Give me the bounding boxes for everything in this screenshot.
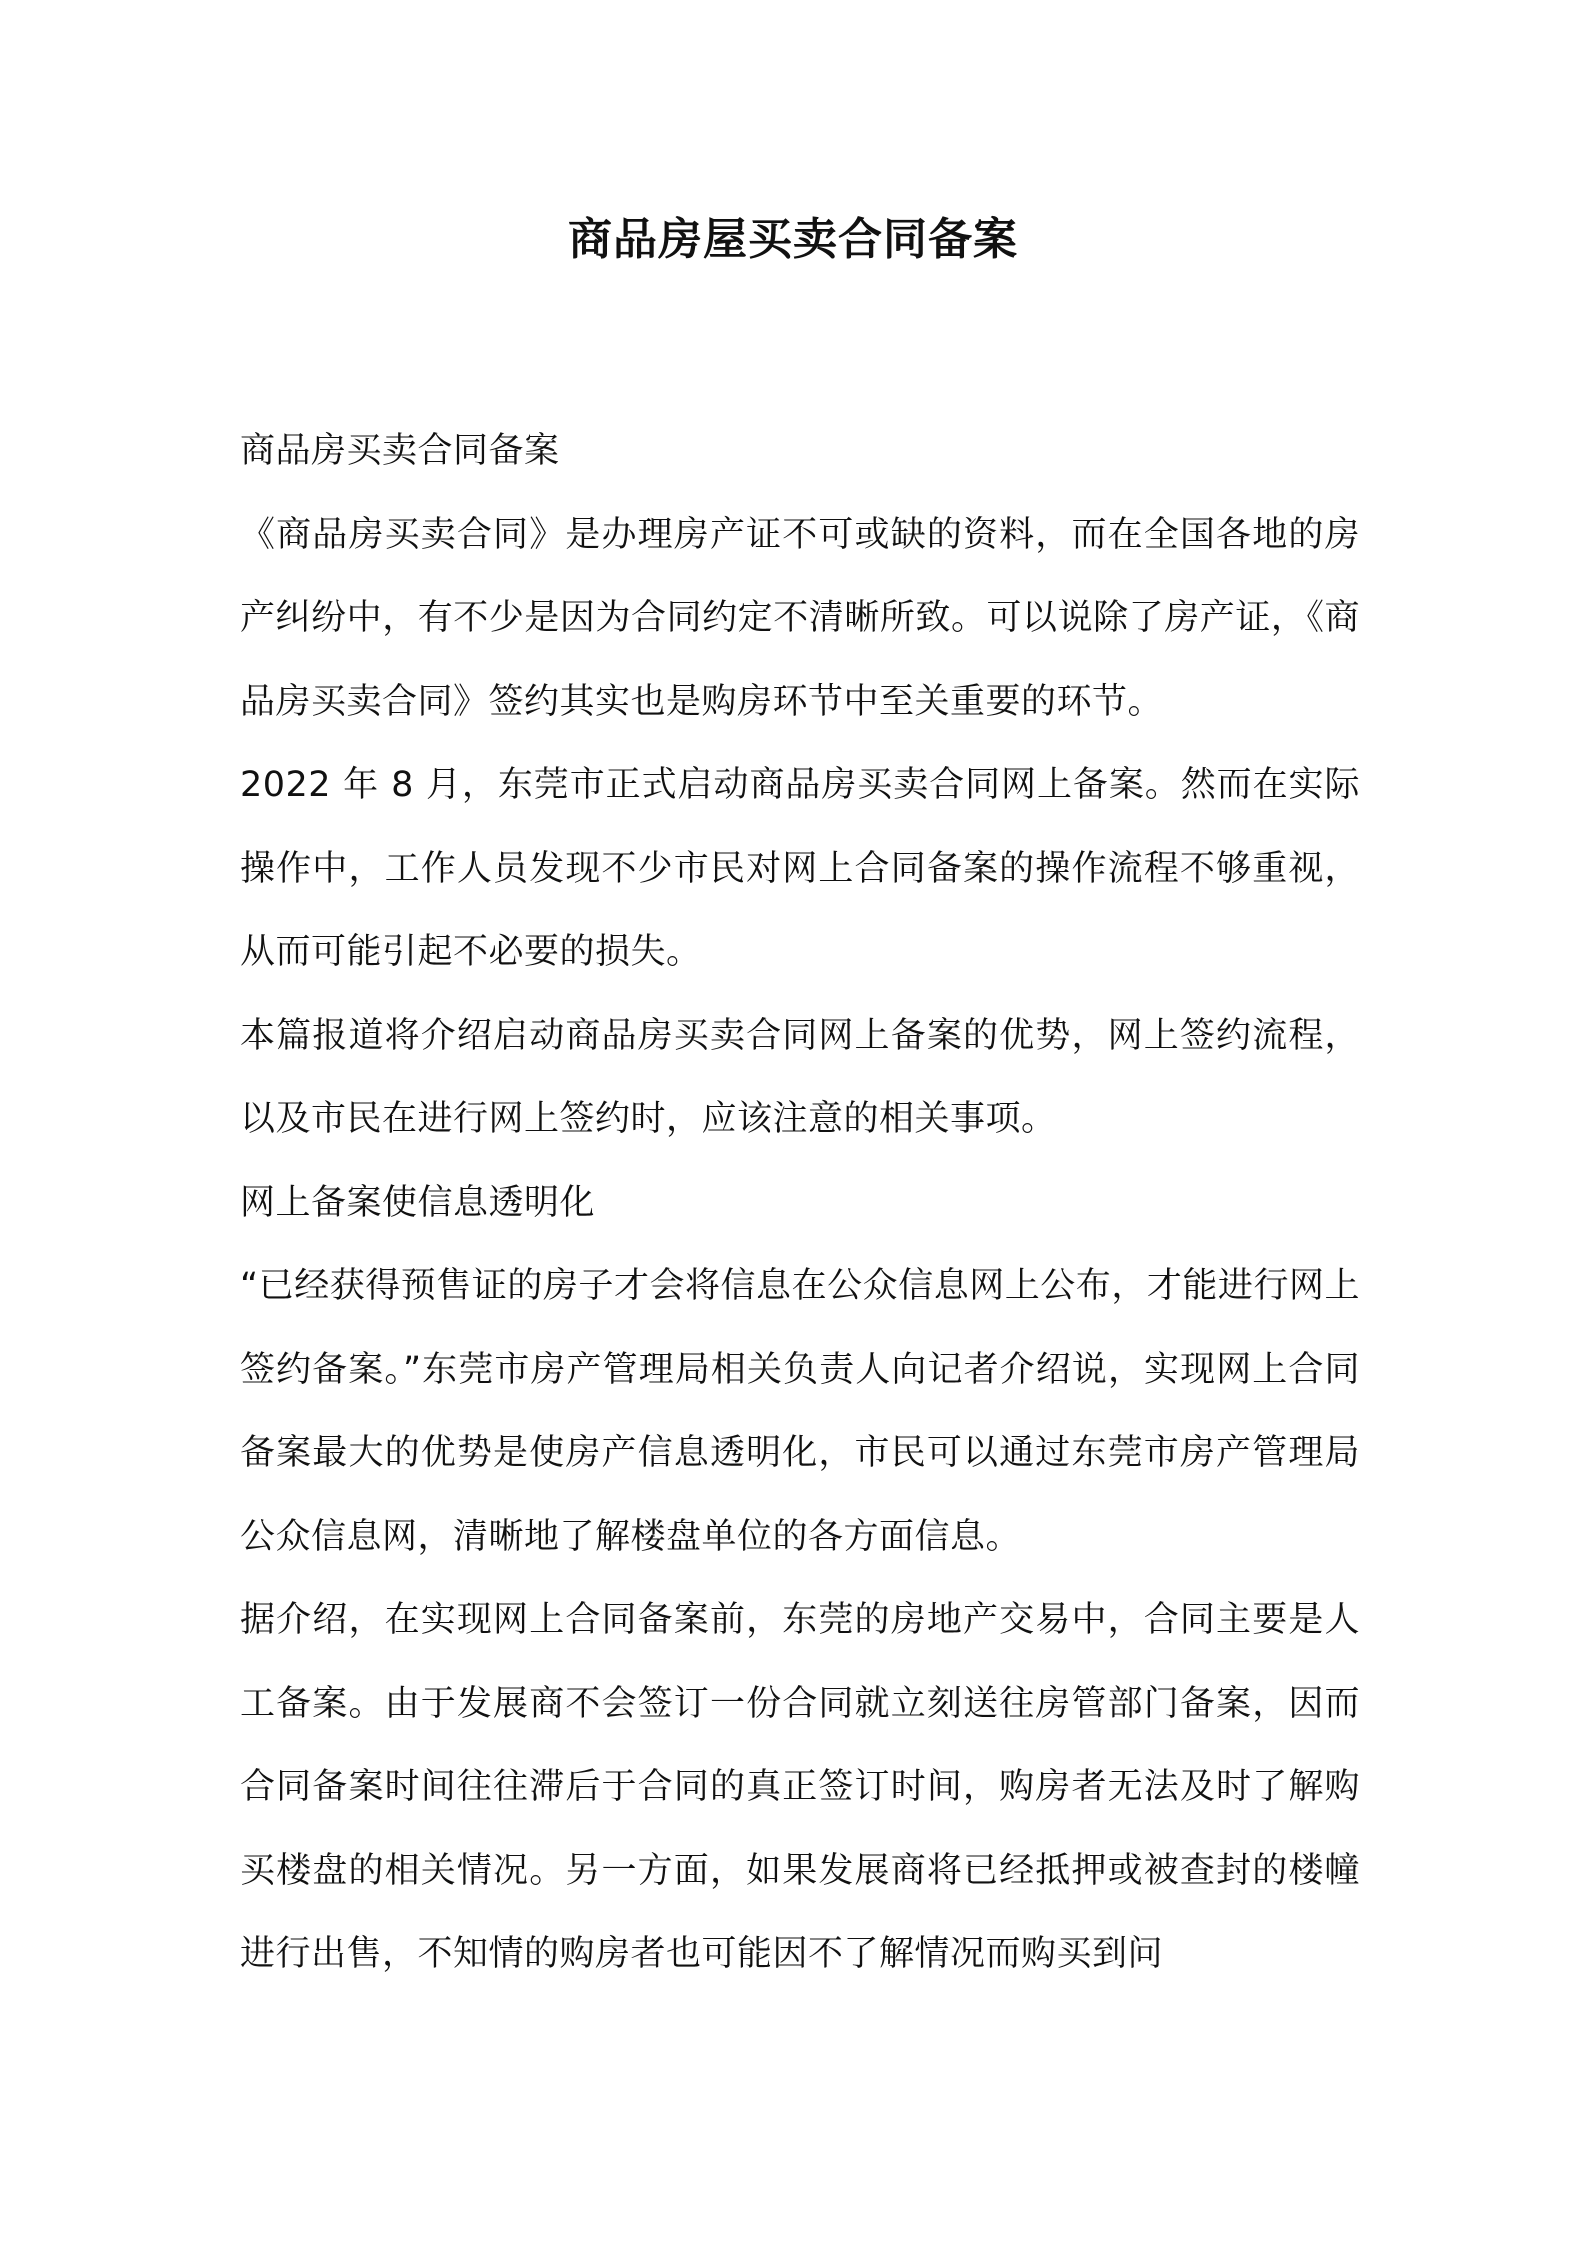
body-paragraph: 据介绍，在实现网上合同备案前，东莞的房地产交易中，合同主要是人工备案。由于发展商不会签订一份合同就立刻送往房管部门备案，因而合同备案时间往往滞后于合同的真正签订时间，购房者无法及时了解购买楼盘的相关情况。另一方面，如果发展商将已经抵押或被查封的楼幢进行出售，不知情的购房者也可能因不了解情况而购买到问 [240,1600,1360,1974]
document-title: 商品房屋买卖合同备案 [568,214,1018,265]
section-heading: 网上备案使信息透明化 [240,1182,596,1223]
document-body [240,410,1360,1997]
body-paragraph: “已经获得预售证的房子才会将信息在公众信息网上公布，才能进行网上签约备案。”东莞市房产管理局相关负责人向记者介绍说，实现网上合同备案最大的优势是使房产信息透明化，市民可以通过东莞市房产管理局公众信息网，清晰地了解楼盘单位的各方面信息。 [240,1266,1360,1557]
body-paragraph: 《商品房买卖合同》是办理房产证不可或缺的资料，而在全国各地的房产纠纷中，有不少是因为合同约定不清晰所致。可以说除了房产证，《商品房买卖合同》签约其实也是购房环节中至关重要的环节。 [240,514,1360,722]
body-paragraph: 2022 年 8 月，东莞市正式启动商品房买卖合同网上备案。然而在实际操作中，工作人员发现不少市民对网上合同备案的操作流程不够重视，从而可能引起不必要的损失。 [240,765,1360,972]
section-heading: 商品房买卖合同备案 [240,431,560,471]
body-paragraph: 本篇报道将介绍启动商品房买卖合同网上备案的优势，网上签约流程，以及市民在进行网上签约时，应该注意的相关事项。 [240,1015,1360,1139]
